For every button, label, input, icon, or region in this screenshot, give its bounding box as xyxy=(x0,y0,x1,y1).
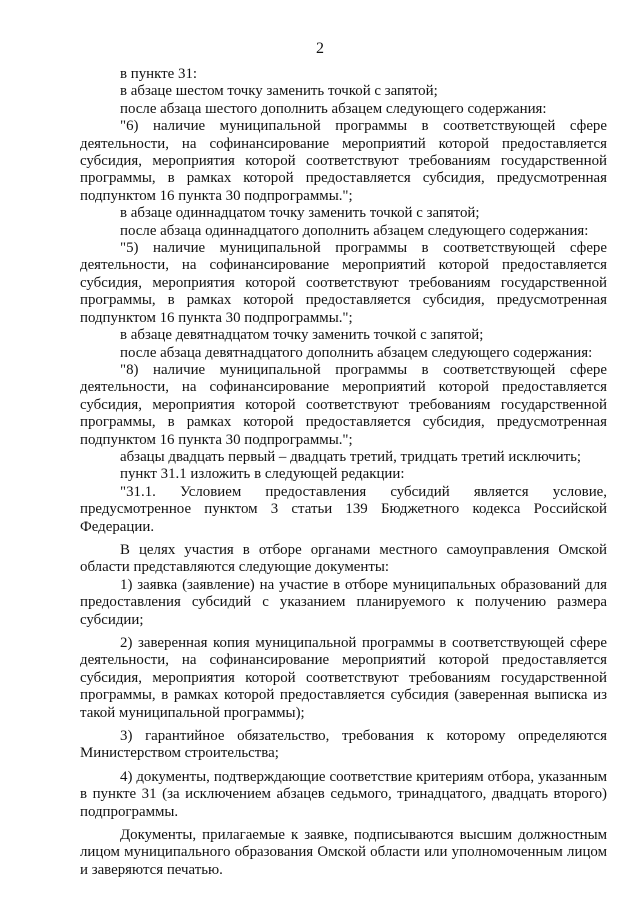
paragraph-12: пункт 31.1 изложить в следующей редакции: xyxy=(120,466,405,483)
paragraph-11: абзацы двадцать первый – двадцать третий, тридцать третий исключить; xyxy=(120,448,582,465)
paragraph-2: в абзаце шестом точку заменить точкой с запятой; xyxy=(120,83,438,100)
paragraph-8: в абзаце девятнадцатом точку заменить точкой с запятой; xyxy=(120,327,484,344)
paragraph-9: после абзаца девятнадцатого дополнить абзацем следующего содержания: xyxy=(120,344,593,361)
page-number: 2 xyxy=(316,40,324,57)
paragraph-5: в абзаце одиннадцатом точку заменить точкой с запятой; xyxy=(120,205,480,222)
paragraph-16: 2) заверенная копия муниципальной программы в соответствующей сфере деятельности, на софинансирование мероприятий которой предоставляется субсидия, мероприятия которой соответствуют требованиям государственной программы, в рамках которой предоставляется субсидия (заверенная выписка из такой муниципальной программы); xyxy=(80,635,607,721)
paragraph-17: 3) гарантийное обязательство, требования к которому определяются Министерством строительства; xyxy=(80,728,607,762)
paragraph-1: в пункте 31: xyxy=(120,66,198,82)
paragraph-15: 1) заявка (заявление) на участие в отборе муниципальных образований для предоставления субсидий с указанием планируемого к получению размера субсидии; xyxy=(80,576,607,628)
paragraph-18: 4) документы, подтверждающие соответствие критериям отбора, указанным в пункте 31 (за исключением абзацев седьмого, тринадцатого, двадцать второго) подпрограммы. xyxy=(80,768,607,820)
paragraph-3: после абзаца шестого дополнить абзацем следующего содержания: xyxy=(120,100,547,117)
paragraph-10: "8) наличие муниципальной программы в соответствующей сфере деятельности, на софинансирование мероприятий которой предоставляется субсидия, мероприятия которой соответствуют требованиям государственной программы, в рамках которой предоставляется субсидия, предусмотренная подпунктом 16 пункта 30 подпрограммы."; xyxy=(80,361,607,448)
paragraph-14: В целях участия в отборе органами местного самоуправления Омской области представляются следующие документы: xyxy=(80,541,607,576)
paragraph-7: "5) наличие муниципальной программы в соответствующей сфере деятельности, на софинансирование мероприятий которой предоставляется субсидия, мероприятия которой соответствуют требованиям государственной программы, в рамках которой предоставляется субсидия, предусмотренная подпунктом 16 пункта 30 подпрограммы."; xyxy=(80,240,607,326)
document-body xyxy=(80,66,607,879)
paragraph-13: "31.1. Условием предоставления субсидий является условие, предусмотренное пунктом 3 статьи 139 Бюджетного кодекса Российской Федерации. xyxy=(80,483,607,535)
paragraph-4: "6) наличие муниципальной программы в соответствующей сфере деятельности, на софинансирование мероприятий которой предоставляется субсидия, мероприятия которой соответствуют требованиям государственной программы, в рамках которой предоставляется субсидия, предусмотренная подпунктом 16 пункта 30 подпрограммы."; xyxy=(80,118,607,204)
paragraph-6: после абзаца одиннадцатого дополнить абзацем следующего содержания: xyxy=(120,222,589,239)
paragraph-19: Документы, прилагаемые к заявке, подписываются высшим должностным лицом муниципального образования Омской области или уполномоченным лицом и заверяются печатью. xyxy=(80,827,607,878)
